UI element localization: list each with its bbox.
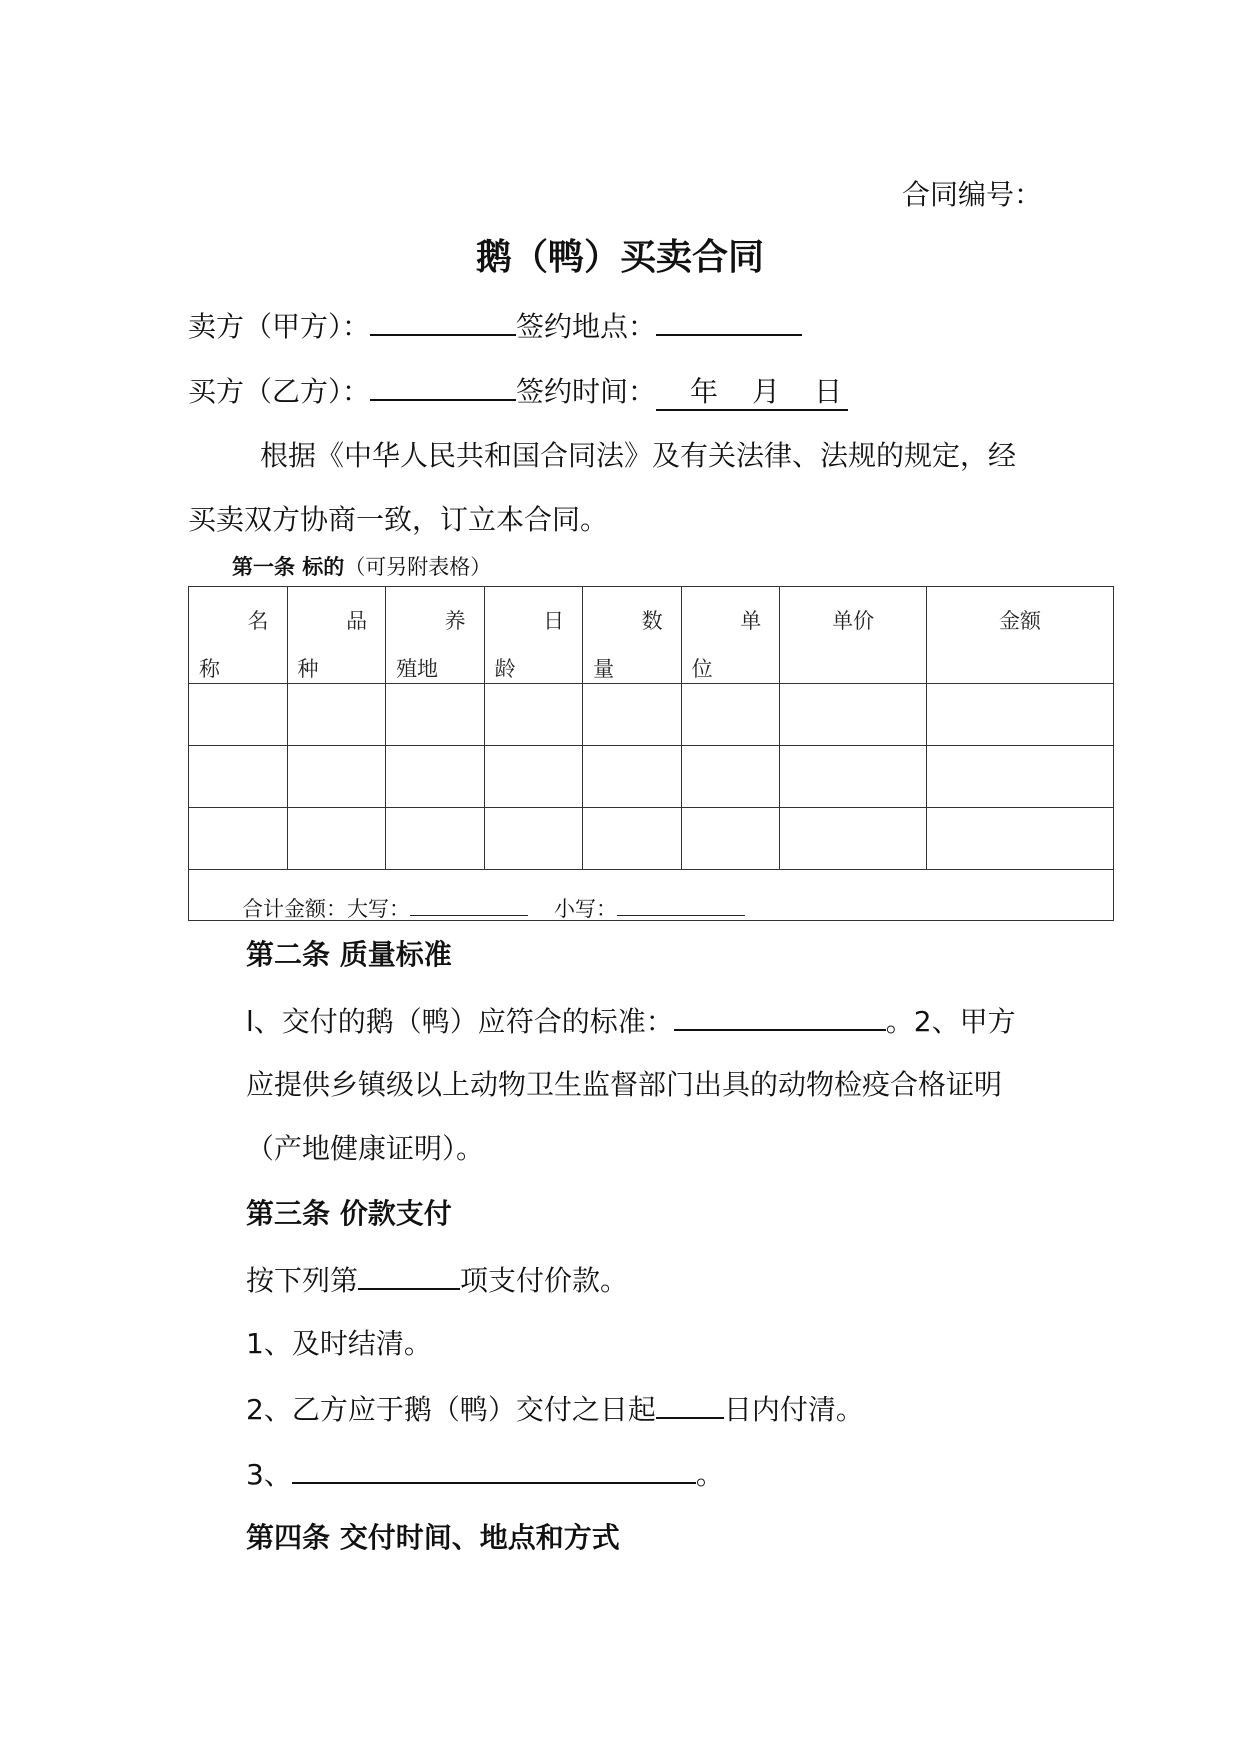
- article-3-line-1: [246, 1262, 628, 1298]
- document-title: 鹅（鸭）买卖合同: [475, 237, 764, 278]
- header-cell: [287, 587, 386, 684]
- table-cell[interactable]: [386, 808, 485, 870]
- table-header-row: [189, 587, 1114, 684]
- header-top: 单: [740, 609, 762, 633]
- payment-option-blank[interactable]: [358, 1262, 460, 1290]
- header-cell: [780, 587, 927, 684]
- payment-item-2-tail: 日内付清。: [723, 1393, 864, 1426]
- table-cell[interactable]: [780, 684, 927, 746]
- goods-table: [188, 586, 1114, 921]
- table-row: [189, 746, 1114, 808]
- table-cell[interactable]: [681, 746, 780, 808]
- table-cell[interactable]: [926, 746, 1113, 808]
- header-cell: [926, 587, 1113, 684]
- header-cell: [189, 587, 288, 684]
- payment-item-3-blank[interactable]: [292, 1456, 696, 1484]
- header-top: 品: [346, 609, 368, 633]
- total-lowercase-blank[interactable]: [617, 895, 745, 916]
- header-cell: [386, 587, 485, 684]
- table-cell[interactable]: [484, 684, 583, 746]
- header-bottom: 称: [199, 657, 220, 681]
- table-cell[interactable]: [681, 808, 780, 870]
- contract-number-label: 合同编号：: [902, 178, 1043, 211]
- article-4-heading: 第四条 交付时间、地点和方式: [246, 1521, 620, 1554]
- table-cell[interactable]: [189, 746, 288, 808]
- seller-label: 卖方（甲方）：: [188, 310, 371, 343]
- table-cell[interactable]: [189, 684, 288, 746]
- buyer-blank[interactable]: [370, 373, 516, 401]
- payment-option-label: 按下列第: [246, 1264, 359, 1297]
- header-top: 名: [247, 609, 269, 633]
- article-1-note: （可另附表格）: [344, 555, 492, 579]
- table-cell[interactable]: [386, 684, 485, 746]
- table-cell[interactable]: [583, 808, 682, 870]
- table-cell[interactable]: [926, 684, 1113, 746]
- buyer-label: 买方（乙方）：: [188, 375, 371, 408]
- payment-days-blank[interactable]: [656, 1391, 724, 1419]
- header-bottom: 殖地: [396, 657, 439, 681]
- article-1-title: 第一条 标的: [232, 555, 345, 579]
- table-cell[interactable]: [583, 746, 682, 808]
- header-cell: [583, 587, 682, 684]
- header-bottom: 量: [593, 657, 615, 681]
- article-2-line-3: （产地健康证明）。: [246, 1132, 485, 1165]
- sign-time-label: 签约时间：: [516, 375, 657, 408]
- table-cell[interactable]: [287, 808, 386, 870]
- total-uppercase-label: 合计金额：大写：: [242, 897, 410, 921]
- table-cell[interactable]: [287, 746, 386, 808]
- table-cell[interactable]: [189, 808, 288, 870]
- header-cell: [484, 587, 583, 684]
- payment-item-3-tail: 。: [695, 1458, 724, 1491]
- header-top: 日: [543, 609, 565, 633]
- payment-item-2-label: 2、乙方应于鹅（鸭）交付之日起: [246, 1393, 656, 1426]
- table-row: [189, 808, 1114, 870]
- table-cell[interactable]: [780, 746, 927, 808]
- standard-blank[interactable]: [674, 1003, 886, 1031]
- table-cell[interactable]: [484, 808, 583, 870]
- sign-place-label: 签约地点：: [516, 310, 657, 343]
- date-month: 月: [752, 375, 781, 408]
- header-cell: [681, 587, 780, 684]
- table-cell[interactable]: [484, 746, 583, 808]
- article-2-line-1: [246, 1003, 1016, 1039]
- payment-item-3: [246, 1456, 724, 1492]
- header-center: 单价: [832, 609, 875, 633]
- header-bottom: 种: [297, 657, 319, 681]
- total-amount-line: [242, 893, 745, 923]
- header-bottom: 龄: [494, 657, 516, 681]
- table-cell[interactable]: [926, 808, 1113, 870]
- buyer-line: [188, 373, 848, 411]
- payment-item-1: 1、及时结清。: [246, 1327, 432, 1360]
- table-cell[interactable]: [583, 684, 682, 746]
- intro-line-2: 买卖双方协商一致，订立本合同。: [188, 503, 609, 536]
- header-top: 数: [641, 609, 663, 633]
- total-lowercase-label: 小写：: [554, 897, 617, 921]
- header-top: 养: [444, 609, 466, 633]
- seller-blank[interactable]: [370, 308, 516, 336]
- intro-line-1: 根据《中华人民共和国合同法》及有关法律、法规的规定，经: [260, 439, 1017, 472]
- date-year: 年: [690, 375, 719, 408]
- article-3-heading: 第三条 价款支付: [246, 1197, 452, 1230]
- table-cell[interactable]: [287, 684, 386, 746]
- table-row: [189, 684, 1114, 746]
- table-cell[interactable]: [681, 684, 780, 746]
- date-day: 日: [814, 375, 843, 408]
- article-2-line-2: 应提供乡镇级以上动物卫生监督部门出具的动物检疫合格证明: [246, 1068, 1003, 1101]
- payment-option-tail: 项支付价款。: [460, 1264, 629, 1297]
- table-cell[interactable]: [386, 746, 485, 808]
- sign-place-blank[interactable]: [656, 308, 802, 336]
- header-bottom: 位: [691, 657, 713, 681]
- article-2-heading: 第二条 质量标准: [246, 938, 452, 971]
- payment-item-2: [246, 1391, 864, 1427]
- sign-date[interactable]: [656, 375, 848, 411]
- standard-label: l、交付的鹅（鸭）应符合的标准：: [246, 1005, 674, 1038]
- payment-item-3-label: 3、: [246, 1458, 292, 1491]
- total-uppercase-blank[interactable]: [410, 895, 528, 916]
- article-2-line-1-tail: 。2、甲方: [885, 1005, 1016, 1038]
- header-center: 金额: [998, 609, 1041, 633]
- article-1-heading: [232, 554, 491, 580]
- table-cell[interactable]: [780, 808, 927, 870]
- seller-line: [188, 308, 802, 344]
